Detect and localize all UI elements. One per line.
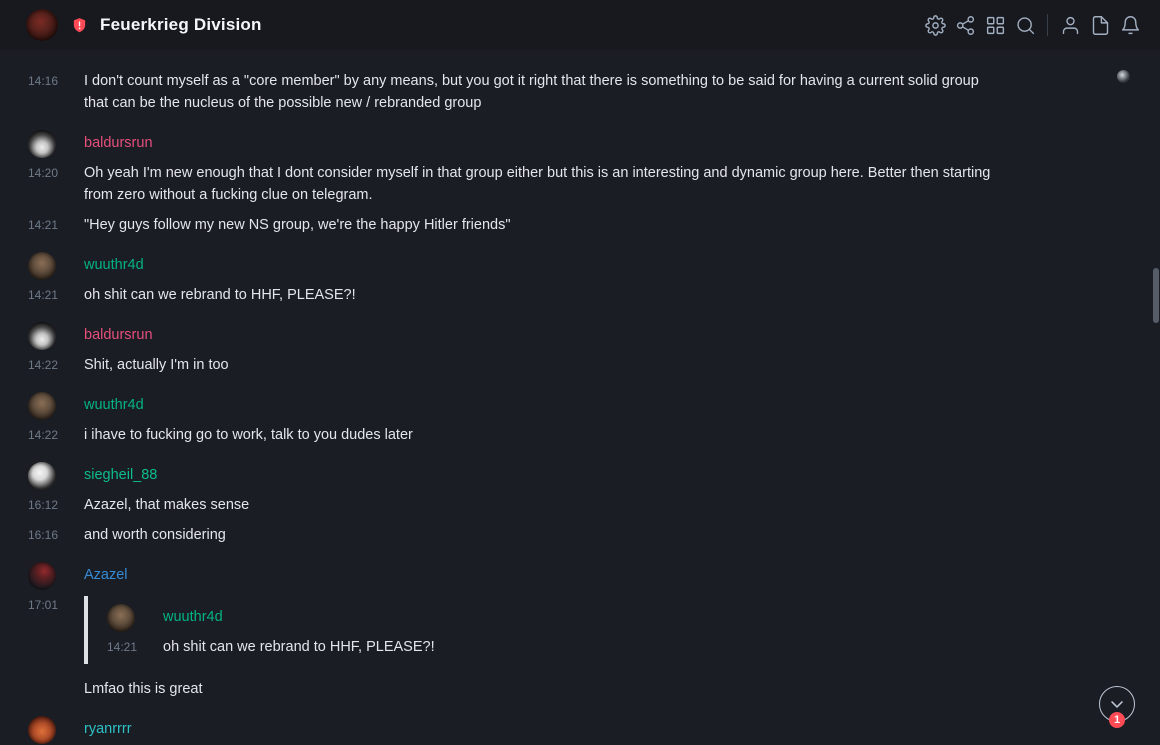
scrollbar-thumb[interactable] [1153, 268, 1159, 323]
quoted-author[interactable]: wuuthr4d [163, 609, 223, 625]
header-divider [1047, 14, 1048, 36]
message-group [28, 130, 1160, 236]
message-group [28, 252, 1160, 306]
message-text: "Hey guys follow my new NS group, we're the happy Hitler friends" [84, 217, 511, 233]
message-timestamp: 17:01 [28, 598, 59, 612]
message-text: Azazel, that makes sense [84, 497, 250, 513]
message-timestamp: 14:22 [28, 358, 59, 372]
message-text: oh shit can we rebrand to HHF, PLEASE?! [84, 287, 356, 303]
message-author[interactable]: baldursrun [84, 135, 153, 151]
message-group [28, 462, 1160, 546]
message-text: i ihave to fucking go to work, talk to you dudes later [84, 427, 413, 443]
settings-icon[interactable] [920, 10, 950, 40]
jump-to-bottom-button[interactable] [1099, 686, 1135, 726]
message-timestamp: 14:21 [28, 288, 59, 302]
avatar-wuuthr4d[interactable] [107, 604, 135, 632]
message-timestamp: 14:21 [28, 218, 59, 232]
room-header [0, 0, 1160, 50]
message-timeline [0, 50, 1160, 745]
message-group [28, 562, 1160, 700]
avatar-wuuthr4d[interactable] [28, 392, 56, 420]
unread-count-badge: 1 [1109, 712, 1125, 728]
message-text: and worth considering [84, 527, 226, 543]
message-timestamp: 14:22 [28, 428, 59, 442]
reply-quote[interactable] [84, 596, 1160, 664]
message-group [28, 70, 1160, 114]
apps-grid-icon[interactable] [980, 10, 1010, 40]
room-warning-shield-icon[interactable] [71, 16, 88, 35]
message-group [28, 716, 1160, 744]
room-title[interactable]: Feuerkrieg Division [100, 15, 262, 34]
room-avatar[interactable] [26, 9, 58, 41]
document-icon[interactable] [1085, 10, 1115, 40]
message-author[interactable]: siegheil_88 [84, 467, 158, 483]
message-timestamp: 14:20 [28, 166, 59, 180]
message-timestamp: 16:12 [28, 498, 59, 512]
read-receipt-avatar[interactable] [1117, 70, 1130, 83]
message-timestamp: 16:16 [28, 528, 59, 542]
user-icon[interactable] [1055, 10, 1085, 40]
message-text: Lmfao this is great [84, 681, 203, 697]
message-group [28, 392, 1160, 446]
avatar-siegheil-88[interactable] [28, 462, 56, 490]
message-text: I don't count myself as a "core member" by any means, but you got it right that there is something to be said for having a current solid group that can be the nucleus of the possible new / rebranded group [84, 73, 983, 111]
message-text: Shit, actually I'm in too [84, 357, 229, 373]
avatar-azazel[interactable] [28, 562, 56, 590]
avatar-ryanrrrr[interactable] [28, 716, 56, 744]
quoted-timestamp: 14:21 [107, 640, 138, 654]
share-icon[interactable] [950, 10, 980, 40]
quoted-text: oh shit can we rebrand to HHF, PLEASE?! [163, 639, 435, 655]
notifications-bell-icon[interactable] [1115, 10, 1145, 40]
message-author[interactable]: baldursrun [84, 327, 153, 343]
message-timestamp: 14:16 [28, 74, 59, 88]
message-author[interactable]: Azazel [84, 567, 128, 583]
message-text: Oh yeah I'm new enough that I dont consider myself in that group either but this is an interesting and dynamic group here. Better then starting from zero without a fucking clue on telegram. [84, 165, 995, 203]
chevron-down-icon [1107, 694, 1127, 714]
avatar-baldursrun[interactable] [28, 322, 56, 350]
avatar-wuuthr4d[interactable] [28, 252, 56, 280]
message-author[interactable]: wuuthr4d [84, 257, 144, 273]
message-author[interactable]: wuuthr4d [84, 397, 144, 413]
message-group [28, 322, 1160, 376]
message-author[interactable]: ryanrrrr [84, 721, 132, 737]
avatar-baldursrun[interactable] [28, 130, 56, 158]
search-icon[interactable] [1010, 10, 1040, 40]
